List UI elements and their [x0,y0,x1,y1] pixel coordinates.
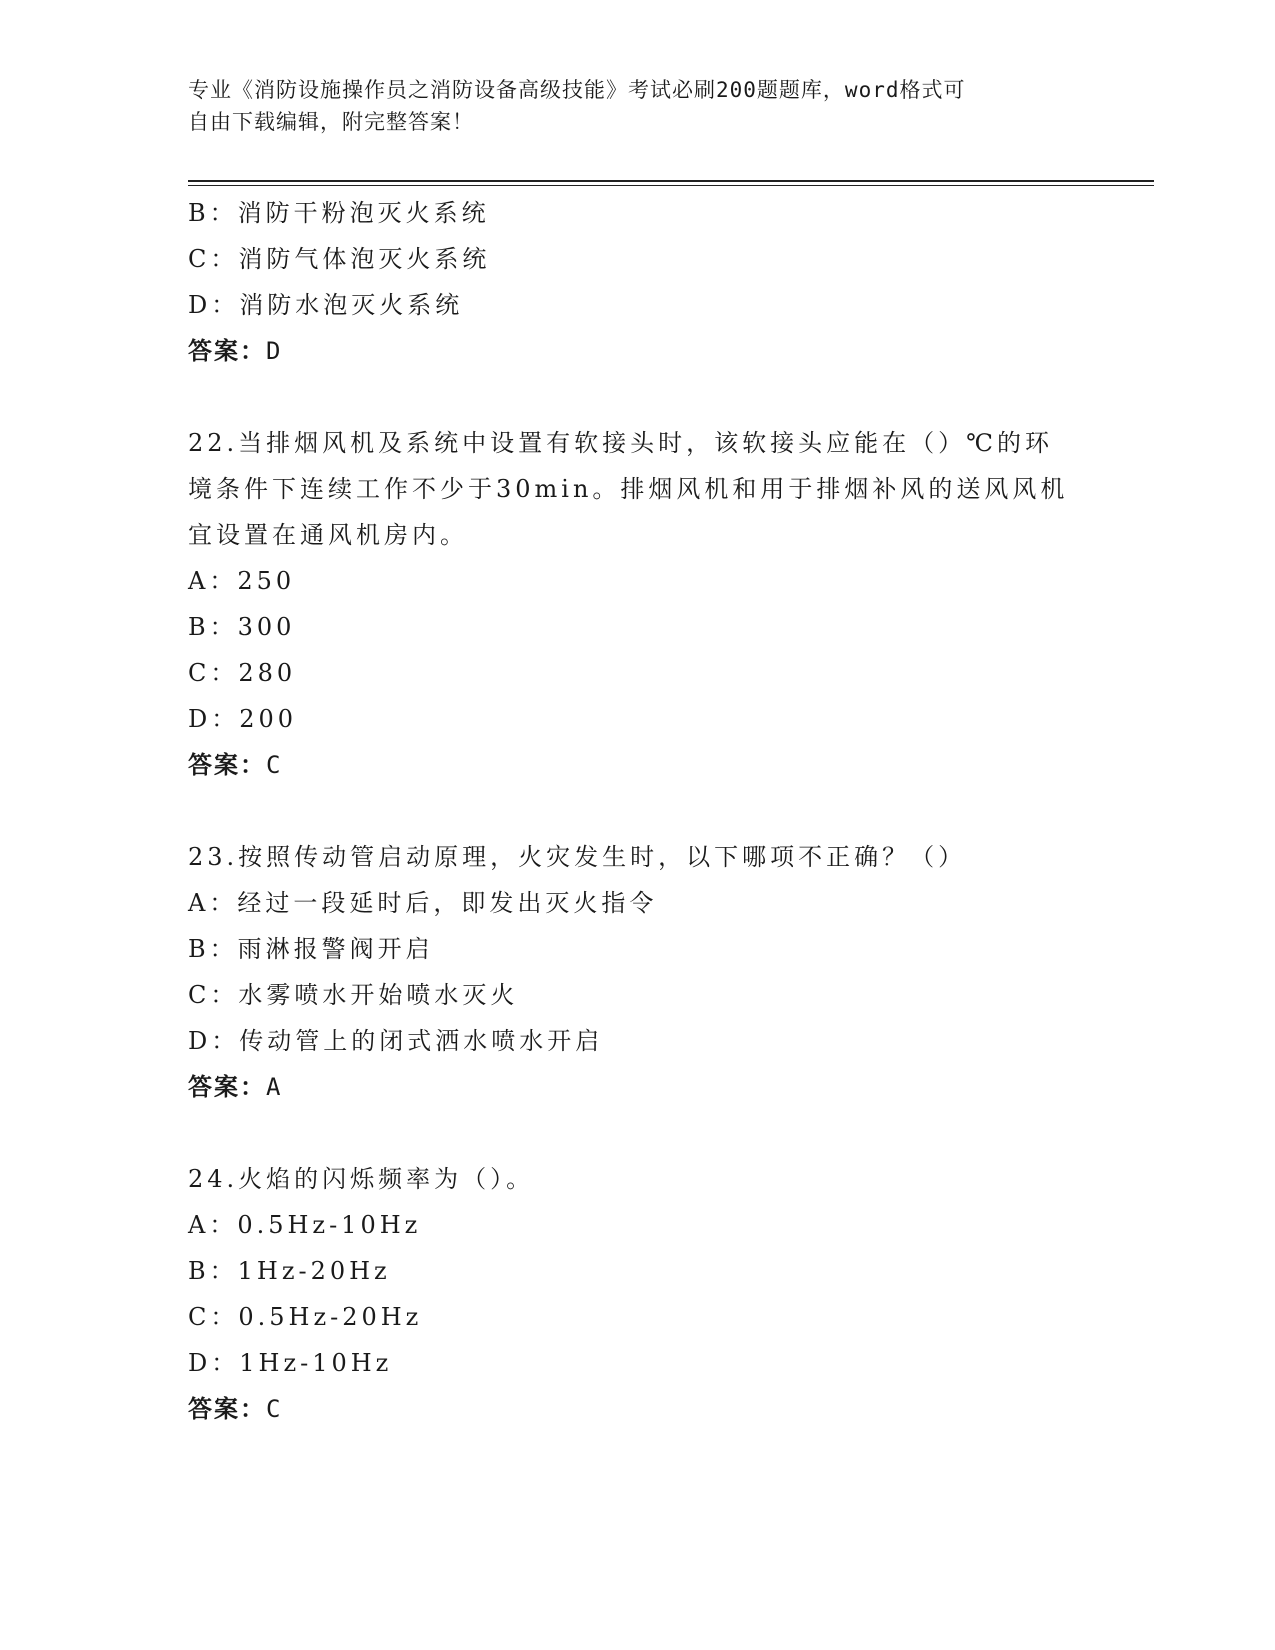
answer-label: 答案： [188,751,266,779]
option-a: A：0.5Hz-10Hz [188,1211,422,1239]
answer-value: A [266,1073,281,1101]
option-a: A：经过一段延时后，即发出灭火指令 [188,889,658,917]
answer-line [188,328,1088,374]
spacer [188,374,1088,420]
answer-value: D [266,337,281,365]
question-23 [188,834,1088,1110]
answer-label: 答案： [188,337,266,365]
answer-label: 答案： [188,1395,266,1423]
question-stem-line: 22.当排烟风机及系统中设置有软接头时，该软接头应能在（）℃的环 [188,429,1054,457]
question-list [188,190,1088,1432]
header-divider-thick [188,180,1154,182]
header-divider-thin [188,185,1154,186]
option-c: C：水雾喷水开始喷水灭火 [188,981,519,1009]
option-b: B：300 [188,613,296,641]
answer-value: C [266,751,281,779]
option-a: A：250 [188,567,296,595]
header-line-2: 自由下载编辑，附完整答案！ [188,110,474,134]
answer-label: 答案： [188,1073,266,1101]
question-stem-line: 宜设置在通风机房内。 [188,521,468,549]
option-c: C：280 [188,659,297,687]
document-header [188,74,1088,138]
question-stem-line: 境条件下连续工作不少于30min。排烟风机和用于排烟补风的送风风机 [188,475,1069,503]
question-stem-line: 23.按照传动管启动原理，火灾发生时，以下哪项不正确？（） [188,843,967,871]
question-22 [188,420,1088,788]
answer-value: C [266,1395,281,1423]
spacer [188,788,1088,834]
answer-line [188,1386,1088,1432]
question-21-continued [188,190,1088,374]
option-d: D：1Hz-10Hz [188,1349,393,1377]
answer-line [188,742,1088,788]
header-line-1: 专业《消防设施操作员之消防设备高级技能》考试必刷200题题库，word格式可 [188,78,966,102]
option-d: D：消防水泡灭火系统 [188,291,464,319]
question-24 [188,1156,1088,1432]
spacer [188,1110,1088,1156]
option-b: B：1Hz-20Hz [188,1257,391,1285]
option-b: B：消防干粉泡灭火系统 [188,199,490,227]
option-d: D：传动管上的闭式洒水喷水开启 [188,1027,604,1055]
question-stem-line: 24.火焰的闪烁频率为（）。 [188,1165,535,1193]
option-c: C：0.5Hz-20Hz [188,1303,423,1331]
option-c: C：消防气体泡灭火系统 [188,245,491,273]
option-b: B：雨淋报警阀开启 [188,935,434,963]
option-d: D：200 [188,705,298,733]
answer-line [188,1064,1088,1110]
